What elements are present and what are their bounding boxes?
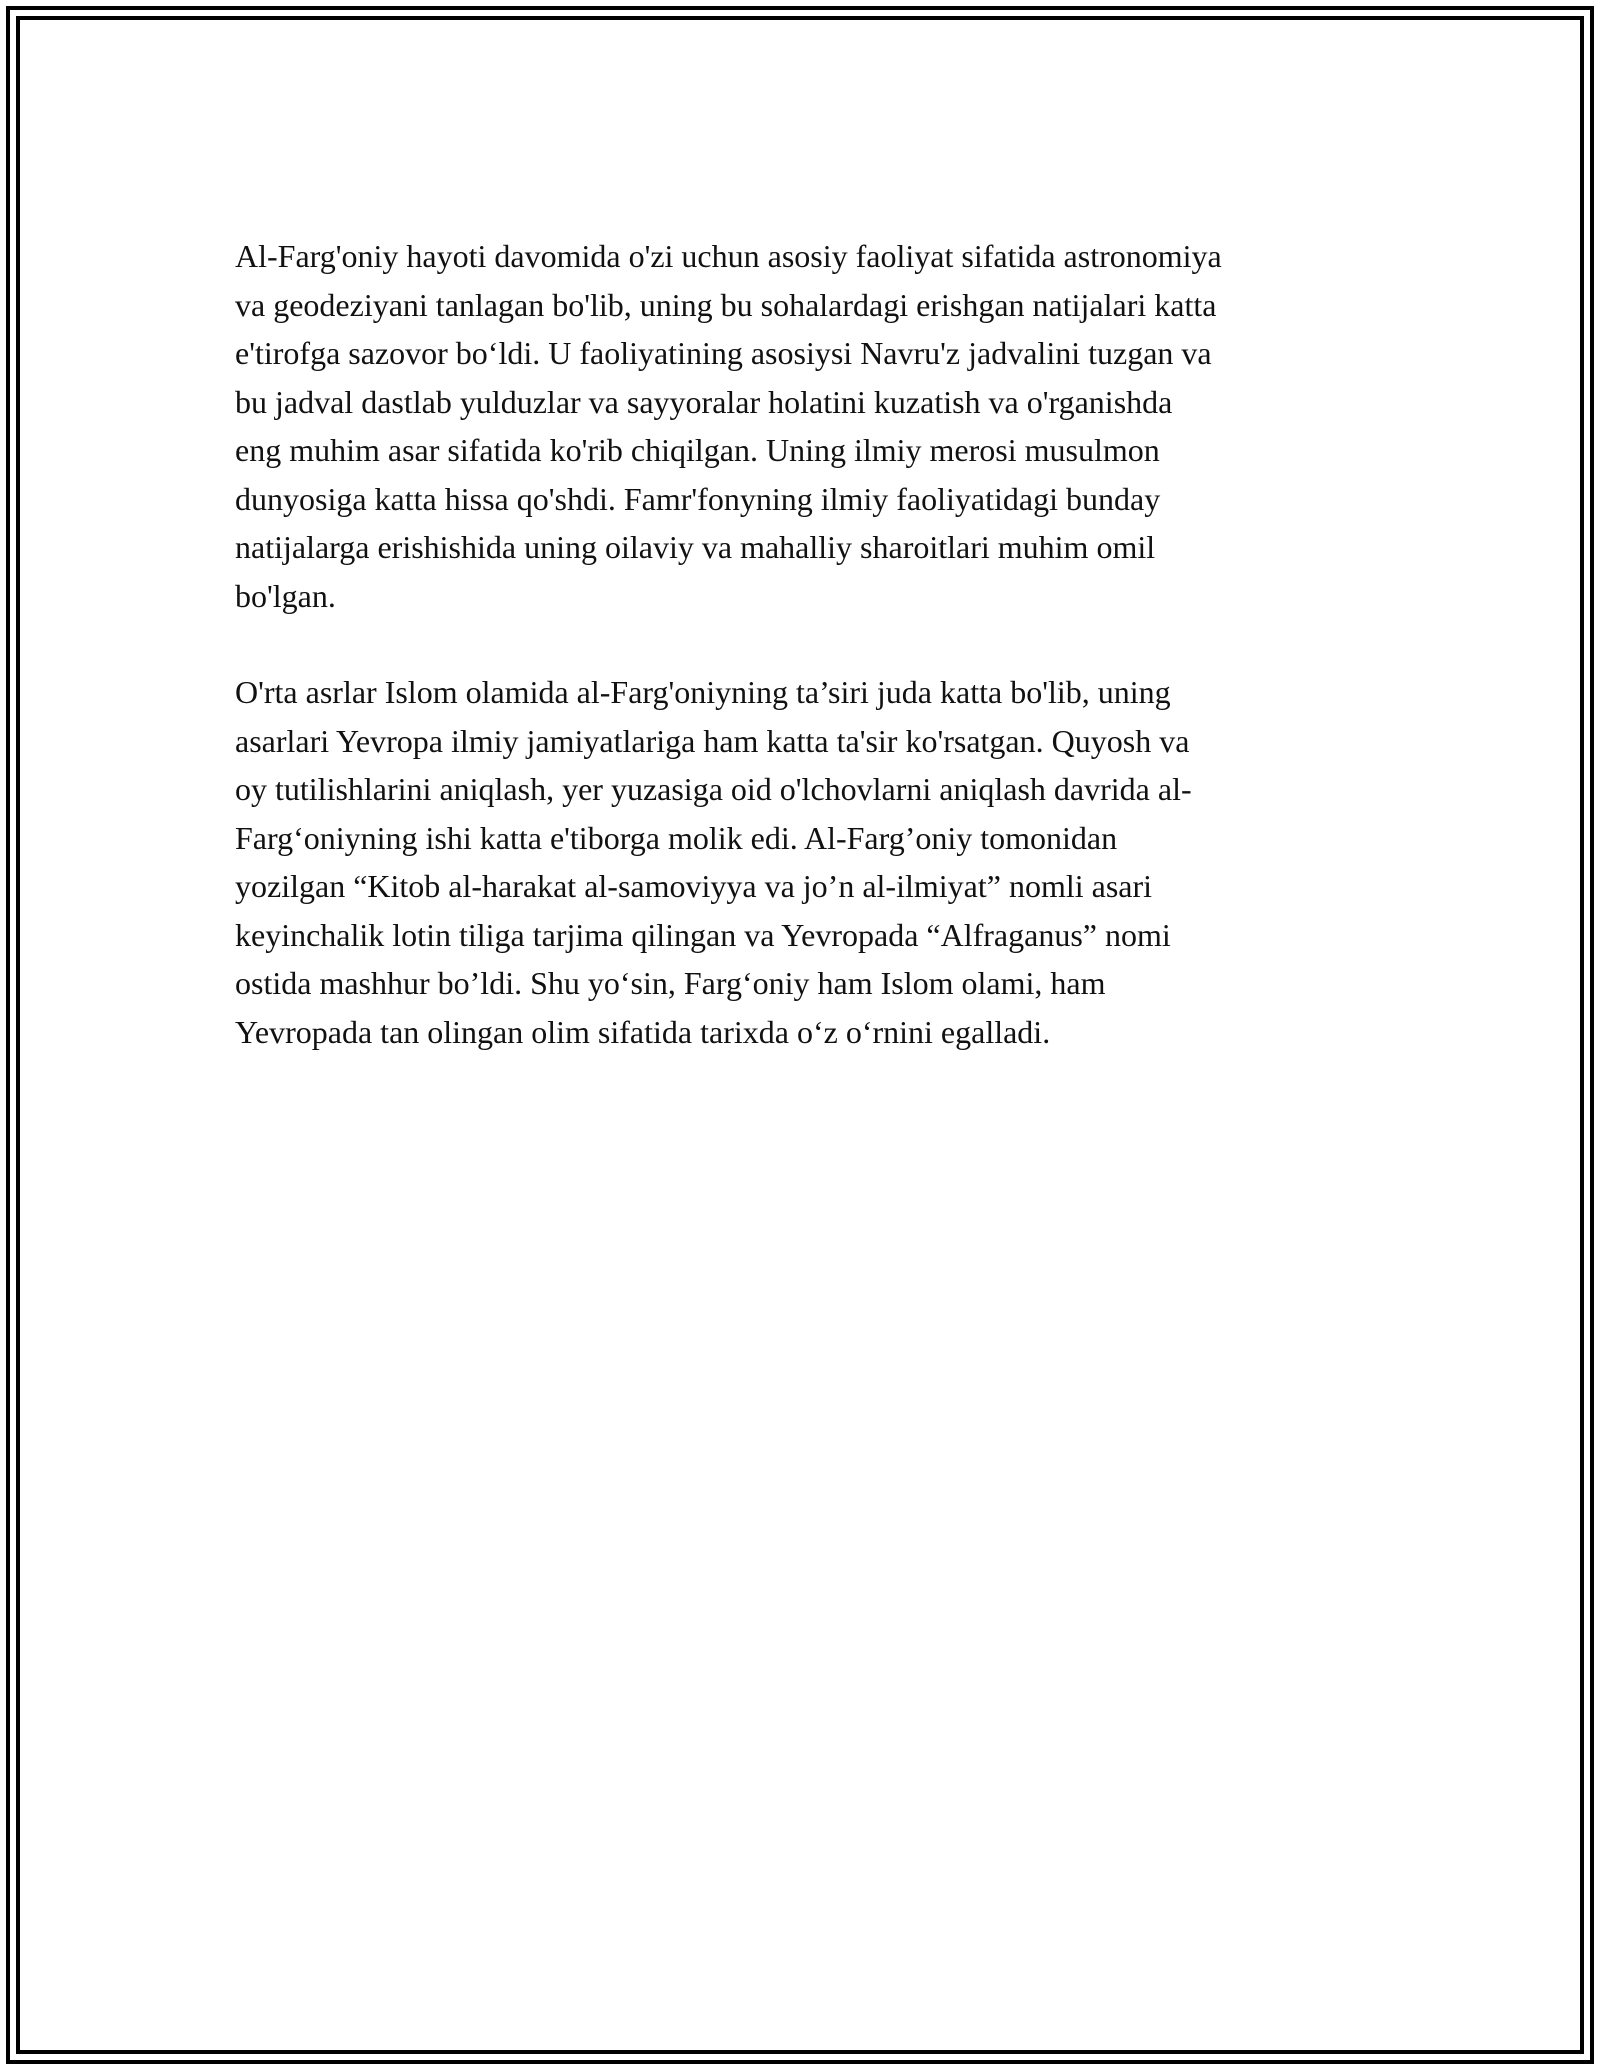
paragraph-2: O'rta asrlar Islom olamida al-Farg'oniyning ta’siri juda katta bo'lib, uning asarlari Yevropa ilmiy jamiyatlariga ham katta ta'sir ko'rsatgan. Quyosh va oy tutilishlarini aniqlash, yer yuzasiga oid o'lchovlarni aniqlash davrida al- Farg‘oniyning ishi katta e'tiborga molik edi. Al-Farg’oniy tomonidan yozilgan “Kitob al-harakat al-samoviyya va jo’n al-ilmiyat” nomli asari keyinchalik lotin tiliga tarjima qilingan va Yevropada “Alfraganus” nomi ostida mashhur bo’ldi. Shu yo‘sin, Farg‘oniy ham Islom olami, ham Yevropada tan olingan olim sifatida tarixda o‘z o‘rnini egalladi.	[235, 674, 1192, 1050]
paragraph-1: Al-Farg'oniy hayoti davomida o'zi uchun asosiy faoliyat sifatida astronomiya va geodeziyani tanlagan bo'lib, uning bu sohalardagi erishgan natijalari katta e'tirofga sazovor bo‘ldi. U faoliyatining asosiysi Navru'z jadvalini tuzgan va bu jadval dastlab yulduzlar va sayyoralar holatini kuzatish va o'rganishda eng muhim asar sifatida ko'rib chiqilgan. Uning ilmiy merosi musulmon dunyosiga katta hissa qo'shdi. Famr'fonyning ilmiy faoliyatidagi bunday natijalarga erishishida uning oilaviy va mahalliy sharoitlari muhim omil bo'lgan.	[235, 238, 1222, 614]
document-body	[235, 232, 1375, 1104]
